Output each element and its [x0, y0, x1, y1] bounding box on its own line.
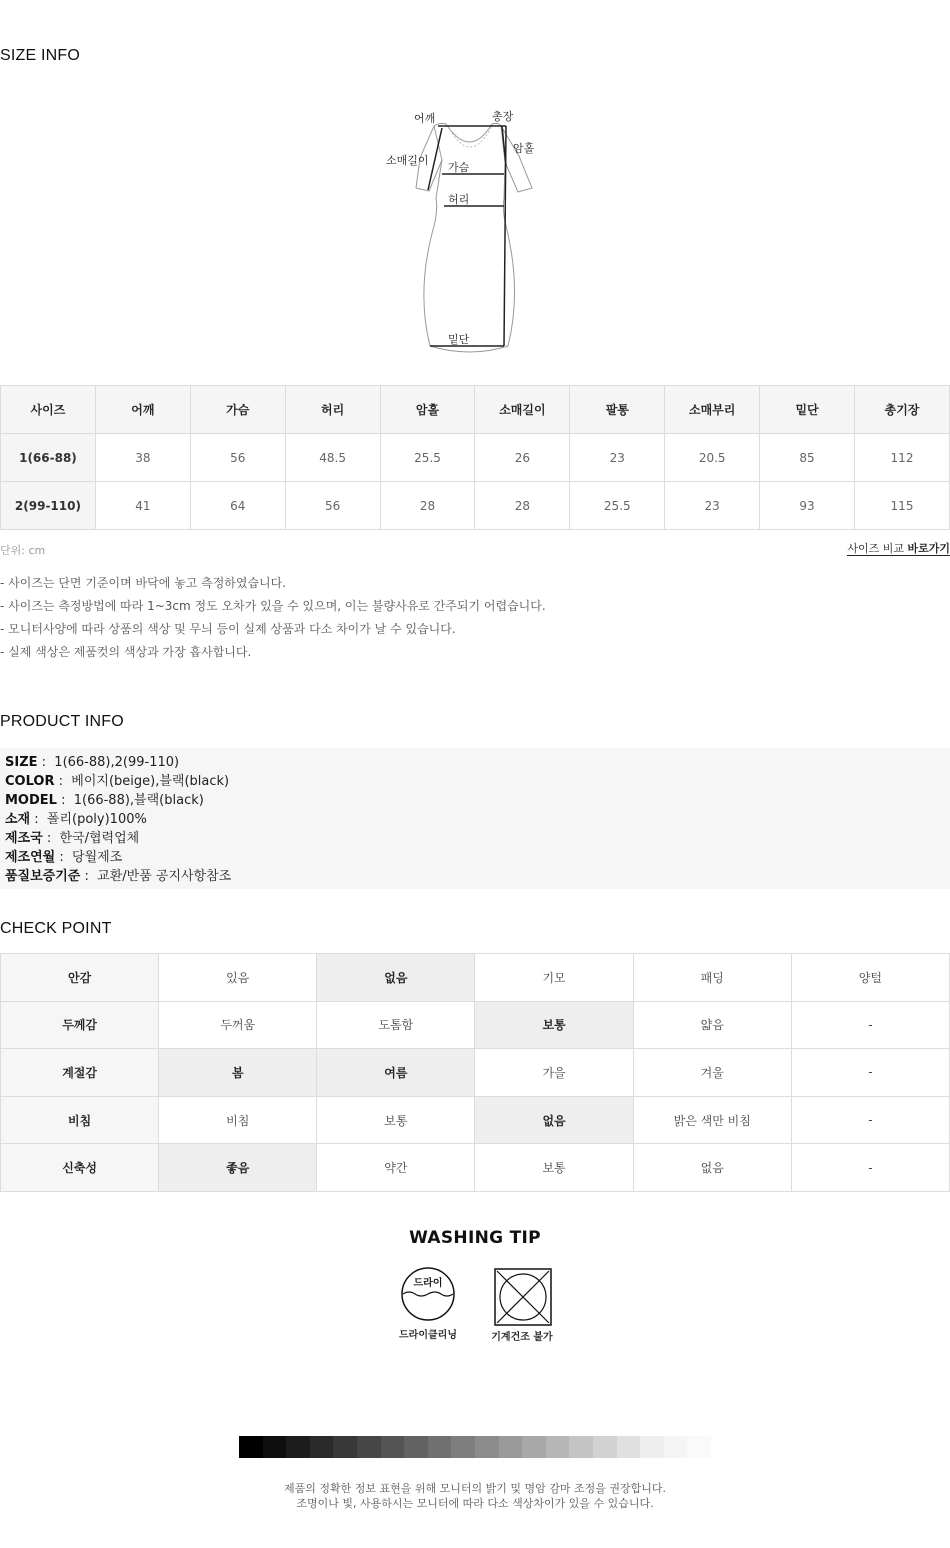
size-value: 20.5: [665, 434, 760, 482]
product-info-key: 품질보증기준: [5, 869, 81, 884]
check-option: 겨울: [633, 1049, 791, 1097]
note-line: - 모니터사양에 따라 상품의 색상 및 무늬 등이 실제 상품과 다소 차이가 날 수 있습니다.: [0, 622, 456, 636]
check-option: 양털: [791, 954, 949, 1002]
check-option: 얇음: [633, 1001, 791, 1049]
gray-swatch: [569, 1436, 593, 1458]
gray-swatch: [263, 1436, 287, 1458]
product-info-row: 제조국 : 한국/협력업체: [5, 831, 140, 846]
table-row: [1, 482, 950, 530]
size-table-header: 암홀: [380, 386, 475, 434]
size-value: 48.5: [285, 434, 380, 482]
size-value: 26: [475, 434, 570, 482]
grayscale-calibration-bar: [239, 1436, 711, 1458]
check-option-selected: 봄: [159, 1049, 317, 1097]
check-option: 없음: [633, 1144, 791, 1192]
size-unit: 단위: cm: [0, 544, 46, 557]
size-label: 1(66-88): [1, 434, 96, 482]
size-table-header: 총기장: [855, 386, 950, 434]
gray-swatch: [475, 1436, 499, 1458]
size-table-header: 소매길이: [475, 386, 570, 434]
product-info-row: SIZE : 1(66-88),2(99-110): [5, 755, 180, 770]
gray-swatch: [687, 1436, 711, 1458]
size-value: 112: [855, 434, 950, 482]
size-value: 41: [95, 482, 190, 530]
check-option-selected: 좋음: [159, 1144, 317, 1192]
gray-swatch: [239, 1436, 263, 1458]
check-option-selected: 없음: [475, 1096, 633, 1144]
check-option-selected: 없음: [317, 954, 475, 1002]
size-table-header: 소매부리: [665, 386, 760, 434]
size-value: 56: [285, 482, 380, 530]
product-info-row: MODEL : 1(66-88),블랙(black): [5, 793, 204, 808]
table-row: [1, 1144, 950, 1192]
gray-swatch: [664, 1436, 688, 1458]
size-value: 23: [570, 434, 665, 482]
check-option: -: [791, 1001, 949, 1049]
size-value: 93: [760, 482, 855, 530]
size-table-header: 팔통: [570, 386, 665, 434]
product-info-value: 폴리(poly)100%: [46, 812, 147, 827]
check-option: -: [791, 1096, 949, 1144]
size-table-header: 밑단: [760, 386, 855, 434]
check-option-selected: 보통: [475, 1001, 633, 1049]
gray-swatch: [499, 1436, 523, 1458]
size-value: 56: [190, 434, 285, 482]
diagram-label-waist: 허리: [448, 193, 470, 206]
table-row: [1, 954, 950, 1002]
size-table-header: 사이즈: [1, 386, 96, 434]
check-option: 가을: [475, 1049, 633, 1097]
product-info-row: COLOR : 베이지(beige),블랙(black): [5, 774, 230, 789]
size-compare-prefix: 사이즈 비교: [847, 542, 908, 555]
check-option: 밝은 색만 비침: [633, 1096, 791, 1144]
diagram-label-sleeve-length: 소매길이: [386, 154, 429, 167]
check-option: 보통: [317, 1096, 475, 1144]
no-tumble-dry-label: 기계건조 불가: [491, 1332, 553, 1343]
product-info-key: COLOR: [5, 774, 55, 789]
size-value: 25.5: [380, 434, 475, 482]
size-compare-link[interactable]: [847, 542, 950, 556]
gray-swatch: [310, 1436, 334, 1458]
gray-swatch: [404, 1436, 428, 1458]
size-value: 28: [380, 482, 475, 530]
gray-swatch: [381, 1436, 405, 1458]
size-compare-link-text: 바로가기: [907, 542, 950, 555]
size-value: 25.5: [570, 482, 665, 530]
gray-swatch: [428, 1436, 452, 1458]
size-notes: [0, 575, 546, 667]
check-option: 있음: [159, 954, 317, 1002]
check-option: -: [791, 1144, 949, 1192]
size-table-header: 어깨: [95, 386, 190, 434]
size-value: 28: [475, 482, 570, 530]
size-table-header: 허리: [285, 386, 380, 434]
size-table-header-row: [1, 386, 950, 434]
washing-tip-title: WASHING TIP: [409, 1228, 541, 1248]
product-info-key: 제조국: [5, 831, 43, 846]
check-label: 두께감: [1, 1001, 159, 1049]
size-table-header: 가슴: [190, 386, 285, 434]
size-value: 38: [95, 434, 190, 482]
check-option: 기모: [475, 954, 633, 1002]
gray-swatch: [546, 1436, 570, 1458]
product-info-row: 소재 : 폴리(poly)100%: [5, 812, 147, 827]
check-option: 약간: [317, 1144, 475, 1192]
product-info-value: 교환/반품 공지사항참조: [97, 869, 232, 884]
gray-swatch: [333, 1436, 357, 1458]
gray-swatch: [522, 1436, 546, 1458]
gray-swatch: [451, 1436, 475, 1458]
diagram-label-total-length: 총장: [492, 110, 514, 123]
size-value: 64: [190, 482, 285, 530]
product-info-key: 제조연월: [5, 850, 56, 865]
check-point-table: [0, 953, 950, 1192]
check-option: 두꺼움: [159, 1001, 317, 1049]
check-option: 패딩: [633, 954, 791, 1002]
gray-swatch: [286, 1436, 310, 1458]
check-option-selected: 여름: [317, 1049, 475, 1097]
note-line: - 실제 색상은 제품컷의 색상과 가장 흡사합니다.: [0, 645, 252, 659]
gray-swatch: [593, 1436, 617, 1458]
check-point-title: CHECK POINT: [0, 920, 112, 937]
gray-swatch: [640, 1436, 664, 1458]
dry-icon-text: 드라이: [413, 1278, 443, 1289]
table-row: [1, 1049, 950, 1097]
note-line: - 사이즈는 측정방법에 따라 1~3cm 정도 오차가 있을 수 있으며, 이는 불량사유로 간주되기 어렵습니다.: [0, 599, 546, 613]
footer-line-1: 제품의 정확한 정보 표현을 위해 모니터의 밝기 및 명암 감마 조정을 권장합니다.: [284, 1482, 666, 1495]
product-info-title: PRODUCT INFO: [0, 713, 124, 730]
check-label: 신축성: [1, 1144, 159, 1192]
table-row: [1, 1096, 950, 1144]
product-info-row: 제조연월 : 당월제조: [5, 850, 123, 865]
table-row: [1, 434, 950, 482]
size-value: 115: [855, 482, 950, 530]
check-option: 도톰함: [317, 1001, 475, 1049]
gray-swatch: [617, 1436, 641, 1458]
product-info-key: 소재: [5, 812, 31, 827]
size-table: [0, 385, 950, 530]
size-diagram: [380, 100, 550, 362]
diagram-label-hem: 밑단: [448, 333, 470, 346]
product-info-value: 1(66-88),2(99-110): [54, 755, 180, 770]
size-value: 23: [665, 482, 760, 530]
product-info-box: [0, 748, 950, 889]
no-tumble-dry-icon: [494, 1268, 552, 1326]
check-option: 비침: [159, 1096, 317, 1144]
check-option: -: [791, 1049, 949, 1097]
check-label: 비침: [1, 1096, 159, 1144]
size-info-title: SIZE INFO: [0, 47, 81, 64]
footer-line-2: 조명이나 빛, 사용하시는 모니터에 따라 다소 색상차이가 있을 수 있습니다.: [296, 1497, 654, 1510]
diagram-label-chest: 가슴: [448, 161, 470, 174]
gray-swatch: [357, 1436, 381, 1458]
product-info-value: 베이지(beige),블랙(black): [71, 774, 230, 789]
table-row: [1, 1001, 950, 1049]
check-option: 보통: [475, 1144, 633, 1192]
dry-clean-icon: [399, 1266, 457, 1322]
check-label: 계절감: [1, 1049, 159, 1097]
product-info-key: SIZE: [5, 755, 38, 770]
product-info-value: 한국/협력업체: [59, 831, 140, 846]
product-info-value: 1(66-88),블랙(black): [73, 793, 204, 808]
product-info-row: 품질보증기준 : 교환/반품 공지사항참조: [5, 869, 232, 884]
dry-clean-label: 드라이클리닝: [399, 1330, 457, 1341]
note-line: - 사이즈는 단면 기준이며 바닥에 놓고 측정하였습니다.: [0, 576, 287, 590]
product-info-value: 당월제조: [72, 850, 123, 865]
diagram-label-armhole: 암홀: [513, 142, 535, 155]
diagram-label-shoulder: 어깨: [414, 112, 436, 125]
size-label: 2(99-110): [1, 482, 96, 530]
size-value: 85: [760, 434, 855, 482]
check-label: 안감: [1, 954, 159, 1002]
product-info-key: MODEL: [5, 793, 57, 808]
